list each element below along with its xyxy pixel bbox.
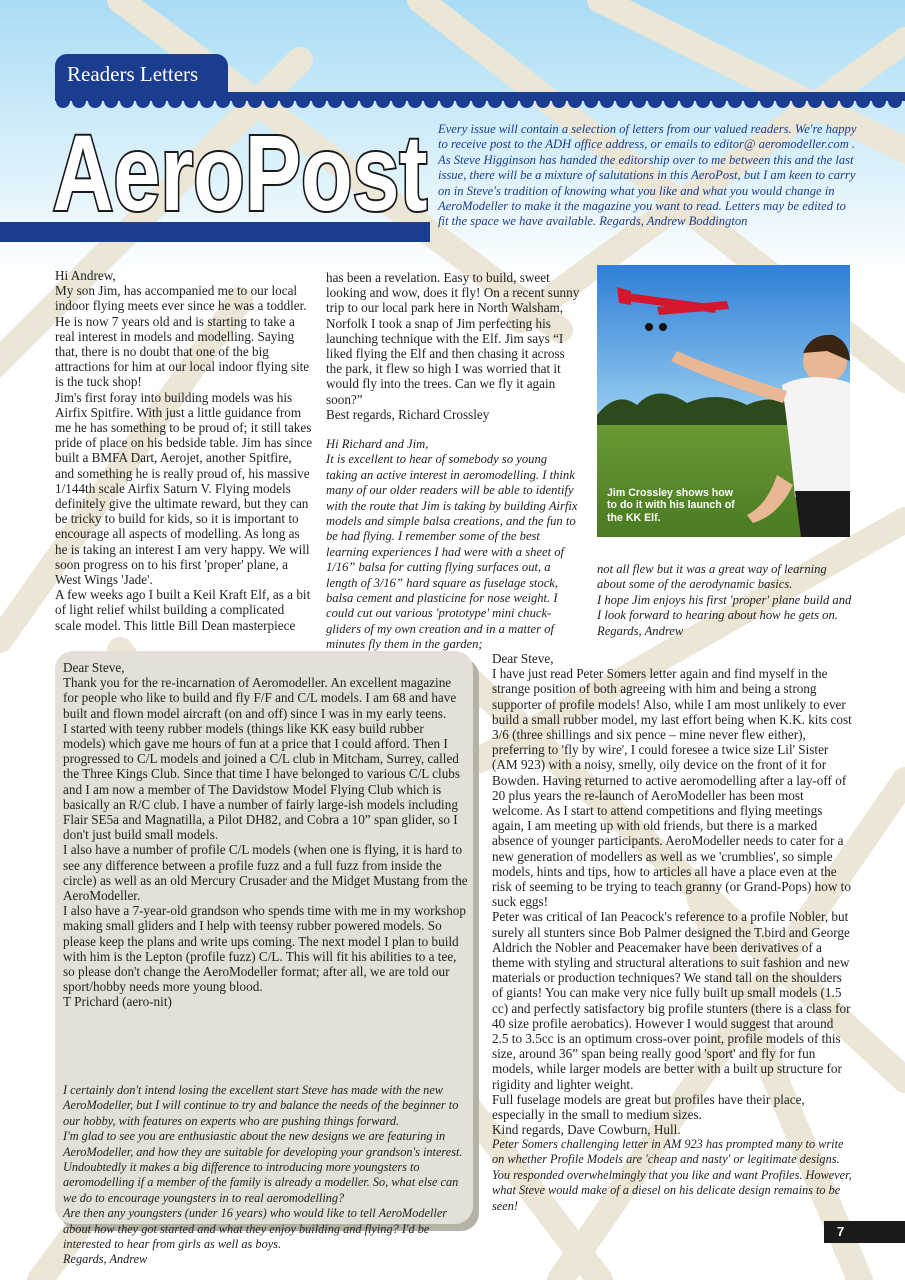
paragraph: I also have a number of profile C/L models (when one is flying, it is hard to see any difference between a profile fuzz and a full fuzz from inside the circle) as well as an old Mercury Crusader and the Midget Mustang from the AeroModeller. bbox=[63, 842, 468, 904]
paragraph: I also have a 7-year-old grandson who spends time with me in my workshop making small gliders and I help with teensy rubber powered models. So please keep the plans and write ups coming. The next model I plan to build with him is the Lepton (profile fuzz) C/L. This will fit his abilities to a tee, so please don't change the AeroModeller format; after all, we are told our sport/hobby needs more young blood. bbox=[63, 903, 466, 995]
title-underbar bbox=[0, 222, 430, 242]
letter3-body bbox=[492, 651, 852, 1138]
paragraph: I certainly don't intend losing the excellent start Steve has made with the new AeroModeller, but I will continue to try and balance the needs of the beginner to our hobby, with features on experts who are pushing things forward. bbox=[63, 1083, 459, 1128]
photo-caption: Jim Crossley shows how to do it with his launch of the KK Elf. bbox=[607, 487, 735, 524]
paragraph: Thank you for the re-incarnation of Aeromodeller. An excellent magazine for people who like to build and fly F/F and C/L models. I am 68 and have built and flown model aircraft (on and off) since I was in my early teens. bbox=[63, 675, 457, 721]
logo-text: AeroPost bbox=[52, 112, 428, 224]
paragraph: Hi Andrew, bbox=[55, 268, 116, 283]
aeropost-logo bbox=[50, 112, 435, 224]
paragraph: A few weeks ago I built a Keil Kraft Elf, as a bit of light relief whilst building a complicated scale model. This little Bill Dean masterpiece bbox=[55, 587, 311, 633]
reply1-column3 bbox=[597, 562, 852, 639]
paragraph: Peter was critical of Ian Peacock's reference to a profile Nobler, but surely all stunters since Bob Palmer designed the T.bird and George Aldrich the Nobler and Peacemaker have been derivatives of a theme with styling and structural alterations to suit fashion and new materials or production techniques? We stand tall on the shoulders of giants! You can make very nice fully built up small models (1.5 cc) and perfectly satisfactory big profile stunters (there is a class for 40 size profile aerobatics). However I would suggest that around 2.5 to 3.5cc is an optimum cross-over point, profile models of this size, around 36” span being really good 'sport' and fly for fun models, while larger models are better with a built up structure for rigidity and lighter weight. bbox=[492, 909, 851, 1092]
paragraph: Jim's first foray into building models was his Airfix Spitfire. With just a little guidance from me he has something to be proud of; it still takes pride of place on his bedside table. Jim has since built a BMFA Dart, Aerojet, another Spitfire, and something he is really proud of, his massive 1/144th scale Airfix Saturn V. Flying models definitely give the ultimate reward, but they can be tricky to build for kids, so it is important to encourage all aspects of modelling. As long as he is taking an interest I am very happy. We will soon progress on to his first 'proper' plane, a West Wings 'Jade'. bbox=[55, 389, 313, 588]
paragraph: I started with teeny rubber models (things like KK easy build rubber models) which gave me hours of fun at a price that I could afford. Then I progressed to C/L models and joined a C/L club in Mitcham, Surrey, called the Three Kings Club. Since that time I have belonged to various C/L clubs and I am now a member of The Davidstow Model Flying Club which is basically an R/C club. I have a number of fairly large-ish models including Flair SE5a and Magnatilla, a Pilot DH82, and Cobra a 10” span glider, so I don't just build small models. bbox=[63, 720, 461, 843]
signature: T Prichard (aero-nit) bbox=[63, 994, 172, 1010]
letter2-reply bbox=[63, 1083, 468, 1268]
letter1-column1 bbox=[55, 268, 313, 633]
intro-text: Every issue will contain a selection of letters from our valued readers. We're happy to receive post to the ADH office address, or emails to editor@ aeromodeller.com . As Steve Higginson has handed the editorship over to me between this and the last issue, there will be a mixture of salutations in this AeroPost, but I am keen to carry on in Steve's tradition of knowing what you like and what you would change in AeroModeller to make it the magazine you want to read. Letters may be edited to fit the space we have available. Regards, Andrew Boddington bbox=[438, 122, 857, 229]
paragraph: I hope Jim enjoys his first 'proper' plane build and I look forward to hearing about how he gets on. bbox=[597, 592, 852, 623]
letter1-column2 bbox=[326, 270, 581, 422]
paragraph: I'm glad to see you are enthusiastic about the new designs we are featuring in AeroModeller, and how they are suitable for developing your grandson's interest. Undoubtedly it makes a big difference to introducing more youngsters to aeromodelling if a member of the family is already a modeller. So, what else can we do to encourage youngsters in to real aeromodelling? bbox=[63, 1129, 463, 1205]
salutation: Dear Steve, bbox=[63, 660, 125, 675]
salutation: Dear Steve, bbox=[492, 651, 554, 666]
paragraph: It is excellent to hear of somebody so young taking an active interest in aeromodelling. I think many of our older readers will be able to identify with the route that Jim is taking by building Airfix models and simple balsa creations, and the fun to be had flying. I remember some of the best learning experiences I had were with a sheet of 1/16” balsa for cutting flying surfaces out, a length of 3/16” hard square as fuselage stock, balsa cement and plasticine for nose weight. I could cut out various 'prototype' mini chuck-gliders of my own creation and in a matter of minutes fly them in the garden; bbox=[326, 452, 578, 652]
letter3-reply: Peter Somers challenging letter in AM 923 has prompted many to write on whether Profile Models are 'cheap and nasty' or legitimate designs. You responded overwhelmingly that you like and want Profiles. However, what Steve would make of a diesel on his delicate design remains to be seen! bbox=[492, 1137, 852, 1213]
paragraph: has been a revelation. Easy to build, sweet looking and wow, does it fly! On a recent sunny trip to our local park here in North Walsham, Norfolk I took a snap of Jim perfecting his launching technique with the Elf. Jim says “I liked flying the Elf and then chasing it across the park, it flew so high I was worried that it would fly into the trees. Can we fly it again soon?” bbox=[326, 270, 580, 407]
photo-jim-launch bbox=[597, 265, 850, 537]
signature: Best regards, Richard Crossley bbox=[326, 406, 490, 422]
signature: Kind regards, Dave Cowburn, Hull. bbox=[492, 1122, 681, 1138]
letter2-body bbox=[63, 660, 468, 1010]
section-tab: Readers Letters bbox=[55, 54, 228, 94]
paragraph: My son Jim, has accompanied me to our local indoor flying meets ever since he was a toddler. He is now 7 years old and is starting to take a real interest in models and modelling. Saying that, there is no doubt that one of the big attractions for him at our local indoor flying site is the tuck shop! bbox=[55, 283, 310, 390]
signature: Regards, Andrew bbox=[63, 1252, 148, 1267]
paragraph: not all flew but it was a great way of learning about some of the aerodynamic basics. bbox=[597, 562, 827, 592]
signature: Regards, Andrew bbox=[597, 623, 684, 638]
scallop-border bbox=[55, 92, 905, 110]
page-number: 7 bbox=[824, 1221, 905, 1243]
salutation: Hi Richard and Jim, bbox=[326, 437, 429, 451]
paragraph: Are then any youngsters (under 16 years) who would like to tell AeroModeller about how they got started and what they enjoy building and flying? I'd be interested to hear from girls as well as boys. bbox=[63, 1206, 448, 1252]
paragraph: I have just read Peter Somers letter again and find myself in the strange position of both agreeing with him and being a strong supporter of profile models! Also, while I am most unlikely to ever build a small rubber model, my last effort being when K.K. kits cost 3/6 (three shillings and six pence – mine never flew either), preferring to 'fly by wire', I could foresee a twice size Lil' Sister (AM 923) with a noisy, smelly, oily device on the front of it for Bowden. Having returned to active aeromodelling after a lay-off of 20 plus years the re-launch of AeroModeller has been most welcome. As I start to attend competitions and flying meetings again, I am meeting up with old friends, but there is a marked absence of younger participants. AeroModeller needs to cater for a new generation of modellers as well as we 'crumblies', so simple models, hints and tips, how to articles all have a place even at the risk of seeming to be trying to teach granny (or Grand-Pops) how to suck eggs! bbox=[492, 666, 852, 910]
paragraph: Full fuselage models are great but profiles have their place, especially in the small to medium sizes. bbox=[492, 1091, 805, 1123]
reply1-column2 bbox=[326, 437, 581, 653]
